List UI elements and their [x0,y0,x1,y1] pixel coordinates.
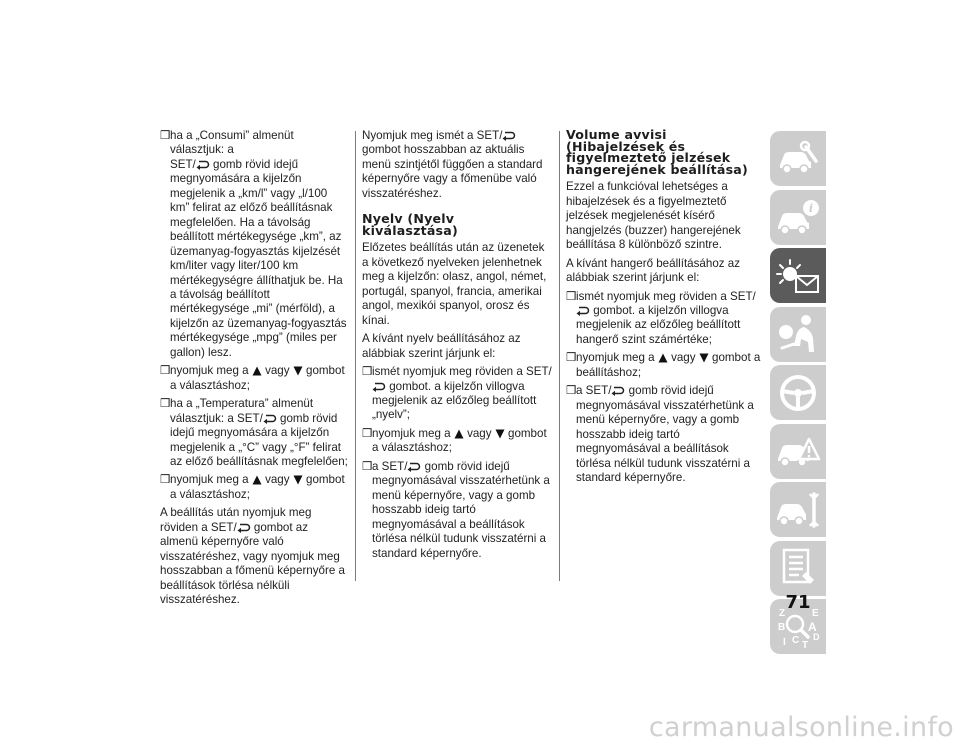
list-item-text: a SET/ [372,459,408,473]
up-triangle-icon [454,429,464,439]
tab-driving[interactable] [770,365,826,420]
paragraph [160,506,349,607]
index-letter: B [778,621,786,633]
down-triangle-icon [495,429,505,439]
list-item [566,351,761,380]
paragraph-text: gombot hosszabban az aktuális menü szintjétől függően a standard képernyőre vagy a főmenübe való visszatéréshez. [362,143,543,200]
section-heading-language: Nyelv (Nyelv kiválasztása) [362,211,458,238]
index-letter: D [813,631,820,642]
list-item [566,290,761,348]
tab-car-info[interactable] [770,190,826,245]
text-column-2 [362,129,554,565]
list-item-text: SET/ [170,157,196,171]
return-arrow-icon [611,386,625,396]
list-item-text: vagy [261,364,293,378]
list-item-text: nyomjuk meg a [576,351,658,365]
bullet-marker: ❒ [566,289,577,303]
index-letter: A [808,619,817,634]
list-item [362,365,554,423]
list-item [160,129,349,360]
return-arrow-icon [372,382,386,392]
car-wrench-icon [775,488,821,532]
paragraph: A kívánt hangerő beállításához az alábbiak szerint járjunk el: [566,256,741,285]
list-item-text: nyomjuk meg a [170,473,252,487]
list-item [362,460,554,561]
list-item-text: gombot. a kijelzőn villogva megjelenik az előzőleg beállított hangerő szint számértéke; [576,304,741,346]
car-warning-icon [775,429,821,473]
car-tools-icon [776,139,820,179]
paragraph-text: Nyomjuk meg ismét a SET/ [362,129,503,142]
bullet-marker: ❒ [362,459,373,473]
car-info-icon [776,197,820,237]
up-triangle-icon [252,366,262,376]
text-column-1 [160,129,349,612]
index-letter: I [783,636,786,648]
watermark: carmanualsonline.info [648,712,954,743]
list-item [160,364,349,393]
return-arrow-icon [502,131,516,141]
chapter-tabs [770,131,826,658]
list-item-text: gombot a választáshoz; [372,426,547,455]
paragraph: Ezzel a funkcióval lehetséges a hibajelzések és a figyelmeztető jelzések megjelenését kísérő hangjelzés (buzzer) hangerejének beállítása 8 különböző szintre. [566,180,741,252]
list-item [160,397,349,469]
down-triangle-icon [699,353,709,363]
index-letter: E [812,607,819,619]
section-heading-volume: Volume avvisi (Hibajelzések és figyelmeztető jelzések hangerejének beállítása) [566,127,748,177]
return-arrow-icon [407,462,421,472]
list-item-text: gombot a beállításhoz; [576,351,761,379]
list-item-text: vagy [261,473,293,487]
list-item [160,473,349,502]
tab-technical-data[interactable] [770,541,826,596]
list-item-text: gomb rövid idejű megnyomására a kijelzőn megjelenik a „°C” vagy „°F” felirat az előző beállításnak megfelelően; [170,411,348,468]
list-item-text: megnyomására a kijelzőn megjelenik a „km/l” vagy „l/100 km” felirat az előző beállításnak megfelelően. Ha a távolság beállított mértékegysége „km”, az üzemanyag-fogyasztás kijelzését km/liter vagy liter/100 km mértékegységre állíthatjuk be. Ha a távolság beállított mértékegysége „mi” (mérföld), a kijelzőn az üzemanyag-fogyasztás mértékegysége „mpg” (miles per gallon) lesz. [170,172,347,359]
bullet-marker: ❒ [160,397,171,411]
bullet-marker: ❒ [160,364,171,378]
down-triangle-icon [293,475,303,485]
list-item-text: ismét nyomjuk meg röviden a SET/ [372,365,552,379]
bullet-marker: ❒ [160,129,171,142]
list-item-text: gomb rövid idejű megnyomásával visszatérhetünk a menü képernyőre, vagy a gomb hosszabb ideig tartó megnyomásával a beállítások törlésa nélkül tudunk visszatérni a standard képernyőre. [372,459,550,560]
index-letter: C [792,634,800,646]
tab-emergency[interactable] [770,424,826,479]
list-item-text: ismét nyomjuk meg röviden a SET/ [576,289,756,303]
list-item [566,384,761,485]
list-item-text: vagy [463,426,495,440]
svg-text:i: i [808,202,814,215]
return-arrow-icon [237,523,251,533]
warning-light-envelope-icon [774,254,822,298]
paragraph: A kívánt nyelv beállításához az alábbiak szerint járjunk el: [362,332,521,360]
steering-wheel-icon [776,371,820,415]
list-document-icon [776,546,820,590]
list-item-text: nyomjuk meg a [372,426,454,440]
index-letter: T [802,639,809,650]
list-item-text: gombot. a kijelzőn villogva megjelenik az előzőleg beállított „nyelv”; [372,379,537,422]
list-item-text: gomb rövid idejű [209,157,299,171]
return-arrow-icon [263,414,277,424]
return-arrow-icon [196,160,210,170]
paragraph-text: A beállítás után nyomjuk meg röviden a SET/ [160,506,312,534]
bullet-marker: ❒ [362,365,373,379]
paragraph [362,129,554,201]
airbag-person-icon [776,312,820,356]
index-letter: Z [779,607,786,619]
bullet-marker: ❒ [566,351,577,365]
down-triangle-icon [293,366,303,376]
bullet-marker: ❒ [160,473,171,487]
tab-warning-lights[interactable] [770,248,826,303]
column-divider [559,131,560,581]
list-item-text: nyomjuk meg a [170,364,252,378]
paragraph: Előzetes beállítás után az üzenetek a következő nyelveken jelenhetnek meg a kijelzőn: olasz, angol, német, portugál, spanyol, francia, amerikai angol, mexikói spanyol, orosz és kínai. [362,241,547,327]
bullet-marker: ❒ [362,426,373,440]
bullet-marker: ❒ [566,384,577,398]
list-item-text: gombot a választáshoz; [170,473,345,501]
up-triangle-icon [252,475,262,485]
list-item-text: ha a „Temperatura” almenüt választjuk: a SET/ [170,397,314,425]
list-item-text: gomb rövid idejű megnyomásával visszatérhetünk a menü képernyőre, vagy a gomb hosszabb ideig tartó megnyomásával a beállítások törlésa nélkül tudunk visszatérni a standard képernyőre. [576,384,754,484]
paragraph-text: gombot az almenü képernyőre való visszatéréshez, vagy nyomjuk meg hosszabban a főmenü képernyőre a beállítások törlésa nélküli visszatéréshez. [160,520,345,607]
tab-safety[interactable] [770,307,826,362]
column-divider [355,131,356,581]
up-triangle-icon [658,353,668,363]
tab-maintenance[interactable] [770,482,826,537]
list-item-text: ha a „Consumi” almenüt választjuk: a [170,129,294,157]
page-number: 71 [785,592,811,613]
return-arrow-icon [576,306,590,316]
tab-car-tools[interactable] [770,131,826,186]
list-item [362,427,554,456]
list-item-text: gombot a választáshoz; [170,364,345,392]
list-item-text: vagy [667,351,699,365]
text-column-3 [566,129,761,489]
list-item-text: a SET/ [576,384,612,398]
